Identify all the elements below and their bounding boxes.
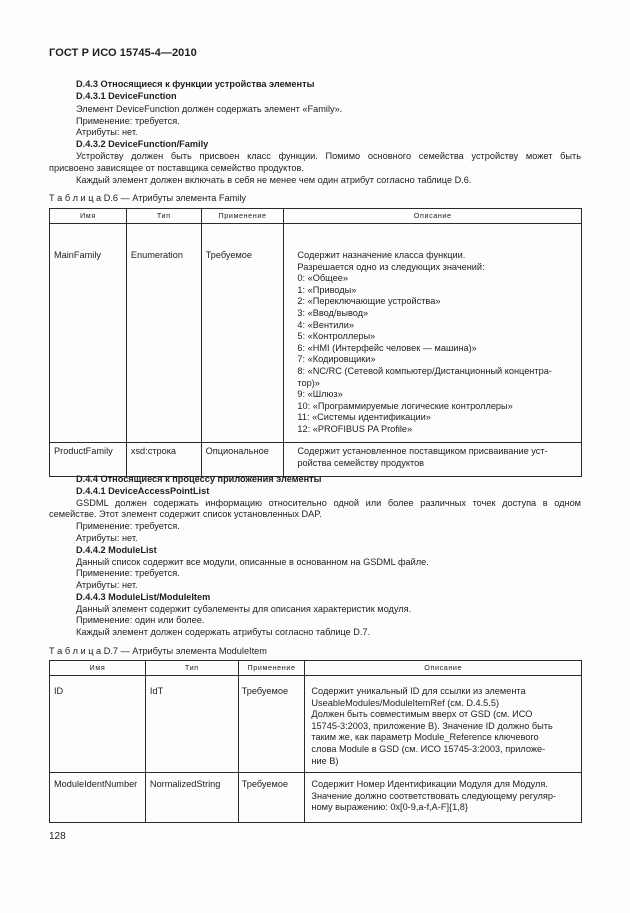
table-row <box>50 676 582 773</box>
table-cell: IdT <box>145 676 238 773</box>
paragraph: Устройству должен быть присвоен класс функции. Помимо основного семейства устройству может быть <box>76 151 581 161</box>
paragraph: Каждый элемент должен содержать атрибуты согласно таблице D.7. <box>76 627 371 637</box>
table-cell: Требуемое <box>238 676 305 773</box>
paragraph: Каждый элемент должен включать в себя не менее чем один атрибут согласно таблице D.6. <box>76 175 472 185</box>
subsection-title-d432: D.4.3.2 DeviceFunction/Family <box>76 139 209 149</box>
paragraph: Атрибуты: нет. <box>76 533 138 543</box>
column-header: Описание <box>305 661 582 676</box>
desc-line: 7: «Кодировщики» <box>297 354 376 365</box>
desc-line: Должен быть совместимым вверх от GSD (см. ИСО <box>311 709 533 720</box>
page-number: 128 <box>49 831 66 842</box>
table-cell <box>305 773 582 823</box>
desc-line: 0: «Общее» <box>297 273 348 284</box>
column-header: Описание <box>284 209 582 224</box>
subsection-title-d431: D.4.3.1 DeviceFunction <box>76 91 177 101</box>
column-header: Применение <box>201 209 284 224</box>
column-header: Тип <box>145 661 238 676</box>
paragraph: Данный элемент содержит субэлементы для описания характеристик модуля. <box>76 604 412 614</box>
table-cell: MainFamily <box>50 224 127 443</box>
table-caption: Т а б л и ц а D.6 — Атрибуты элемента Family <box>49 193 246 203</box>
table-cell: Опциональное <box>201 443 284 477</box>
document-header: ГОСТ Р ИСО 15745-4—2010 <box>49 47 197 59</box>
desc-line: 2: «Переключающие устройства» <box>297 296 441 307</box>
paragraph: Атрибуты: нет. <box>76 580 138 590</box>
table-cell: ModuleIdentNumber <box>50 773 146 823</box>
column-header: Применение <box>238 661 305 676</box>
desc-line: тор)» <box>297 377 320 388</box>
table-cell <box>284 443 582 477</box>
desc-line: Содержит установленное поставщиком присваивание уст- <box>297 446 548 456</box>
desc-line: 12: «PROFIBUS PA Profile» <box>297 423 413 434</box>
paragraph: Данный список содержит все модули, описанные в основанном на GSDML файле. <box>76 557 429 567</box>
paragraph: GSDML должен содержать информацию относительно одной или более различных точек доступа в одном <box>76 498 581 508</box>
table-row <box>50 773 582 823</box>
table-cell: ProductFamily <box>50 443 127 477</box>
desc-line: UseableModules/ModuleItemRef (см. D.4.5.5) <box>311 697 500 708</box>
desc-line: 6: «HMI (Интерфейс человек — машина)» <box>297 342 477 353</box>
paragraph: Применение: требуется. <box>76 521 180 531</box>
paragraph: присвоено зависящее от поставщика семейство продуктов. <box>49 163 304 173</box>
desc-line: 3: «Ввод/вывод» <box>297 307 369 318</box>
subsection-title-d442: D.4.4.2 ModuleList <box>76 545 157 555</box>
desc-line: ройства семейству продуктов <box>297 457 425 468</box>
desc-line: слова Module в GSD (см. ИСО 15745-3:2003, приложе- <box>311 743 546 754</box>
desc-line: 5: «Контроллеры» <box>297 331 376 342</box>
paragraph: семействе. Этот элемент содержит список установленных DAP. <box>49 509 322 519</box>
subsection-title-d441: D.4.4.1 DeviceAccessPointList <box>76 486 210 496</box>
desc-line: 1: «Приводы» <box>297 284 357 295</box>
desc-line: 15745-3:2003, приложение B). Значение ID должно быть <box>311 720 553 731</box>
paragraph: Элемент DeviceFunction должен содержать элемент «Family». <box>76 104 343 114</box>
desc-line: ние B) <box>311 755 339 766</box>
table-cell: NormalizedString <box>145 773 238 823</box>
desc-line: 9: «Шлюз» <box>297 389 343 400</box>
column-header: Тип <box>126 209 201 224</box>
subsection-title-d443: D.4.4.3 ModuleList/ModuleItem <box>76 592 211 602</box>
table-d6 <box>49 208 582 477</box>
table-cell: Enumeration <box>126 224 201 443</box>
paragraph: Применение: один или более. <box>76 615 205 625</box>
table-row <box>50 224 582 443</box>
desc-line: Содержит Номер Идентификации Модуля для Модуля. <box>311 779 548 789</box>
table-cell <box>305 676 582 773</box>
desc-line: 11: «Системы идентификации» <box>297 412 431 423</box>
table-cell: xsd:строка <box>126 443 201 477</box>
desc-line: таким же, как параметр Module_Reference ключевого <box>311 732 539 743</box>
paragraph: Применение: требуется. <box>76 568 180 578</box>
desc-line: ному выражению: 0x[0-9,a-f,A-F]{1,8} <box>311 802 468 813</box>
desc-line: Содержит назначение класса функции. <box>297 250 466 260</box>
table-cell <box>284 224 582 443</box>
paragraph: Применение: требуется. <box>76 116 180 126</box>
table-header-row <box>50 209 582 224</box>
desc-line: Содержит уникальный ID для ссылки из элемента <box>311 686 526 696</box>
desc-line: 10: «Программируемые логические контроллеры» <box>297 400 513 411</box>
table-header-row <box>50 661 582 676</box>
table-cell: Требуемое <box>238 773 305 823</box>
table-row <box>50 443 582 477</box>
column-header: Имя <box>50 209 127 224</box>
desc-line: 4: «Вентили» <box>297 319 355 330</box>
desc-line: Разрешается одно из следующих значений: <box>297 261 485 272</box>
table-d7 <box>49 660 582 823</box>
section-title-d44: D.4.4 Относящиеся к процессу приложения элементы <box>76 474 322 484</box>
table-cell: Требуемое <box>201 224 284 443</box>
section-title-d43: D.4.3 Относящиеся к функции устройства элементы <box>76 79 315 89</box>
table-cell: ID <box>50 676 146 773</box>
column-header: Имя <box>50 661 146 676</box>
desc-line: 8: «NC/RC (Сетевой компьютер/Дистанционный концентра- <box>297 365 552 376</box>
table-caption: Т а б л и ц а D.7 — Атрибуты элемента ModuleItem <box>49 646 267 656</box>
paragraph: Атрибуты: нет. <box>76 127 138 137</box>
desc-line: Значение должно соответствовать следующему регуляр- <box>311 790 557 801</box>
